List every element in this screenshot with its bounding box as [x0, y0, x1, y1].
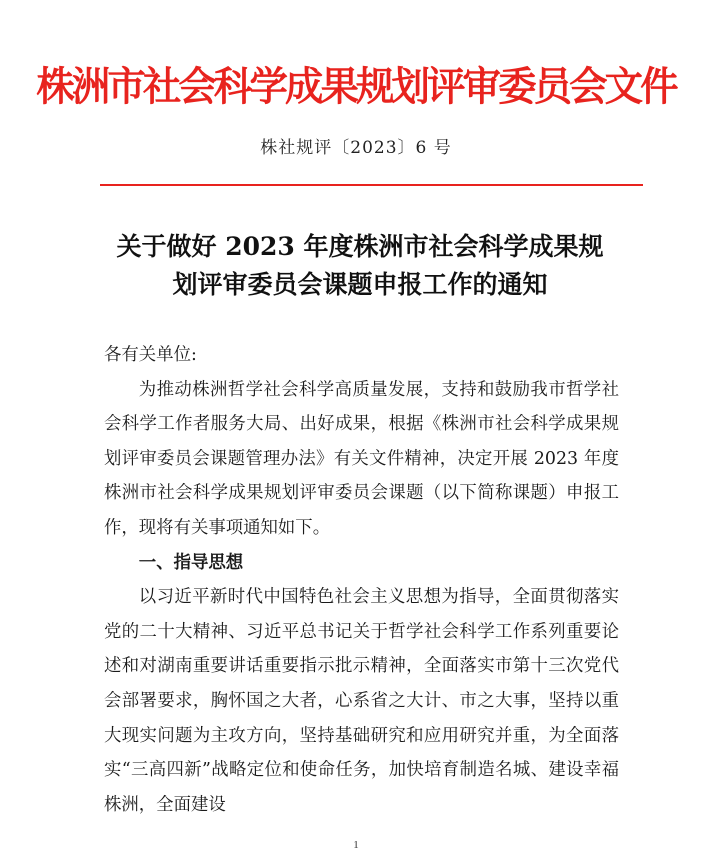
- document-number: 株社规评〔2023〕6 号: [260, 138, 452, 158]
- notice-title-line-1: 关于做好 2023 年度株洲市社会科学成果规: [116, 232, 604, 261]
- document-body: [104, 338, 619, 822]
- intro-paragraph: 为推动株洲哲学社会科学高质量发展，支持和鼓励我市哲学社会科学工作者服务大局、出好成果，根据《株洲市社会科学成果规划评审委员会课题管理办法》有关文件精神，决定开展 2023 年度株洲市社会科学成果规划评审委员会课题（以下简称课题）申报工作，现将有关事项通知如下。: [104, 379, 619, 538]
- salutation: 各有关单位:: [104, 345, 197, 365]
- notice-title: [100, 228, 620, 304]
- notice-title-line-2: 划评审委员会课题申报工作的通知: [172, 270, 548, 299]
- red-divider-line: [100, 184, 643, 186]
- issuing-organization-title: 株洲市社会科学成果规划评审委员会文件: [36, 63, 676, 110]
- section-paragraph-guiding-ideology: 以习近平新时代中国特色社会主义思想为指导，全面贯彻落实党的二十大精神、习近平总书记关于哲学社会科学工作系列重要论述和对湖南重要讲话重要指示批示精神，全面落实市第十三次党代会部署要求，胸怀国之大者，心系省之大计、市之大事，坚持以重大现实问题为主攻方向，坚持基础研究和应用研究并重，为全面落实“三高四新”战略定位和使命任务，加快培育制造名城、建设幸福株洲，全面建设: [104, 587, 619, 815]
- section-heading-guiding-ideology: 一、指导思想: [138, 552, 244, 573]
- page-number: 1: [353, 839, 359, 851]
